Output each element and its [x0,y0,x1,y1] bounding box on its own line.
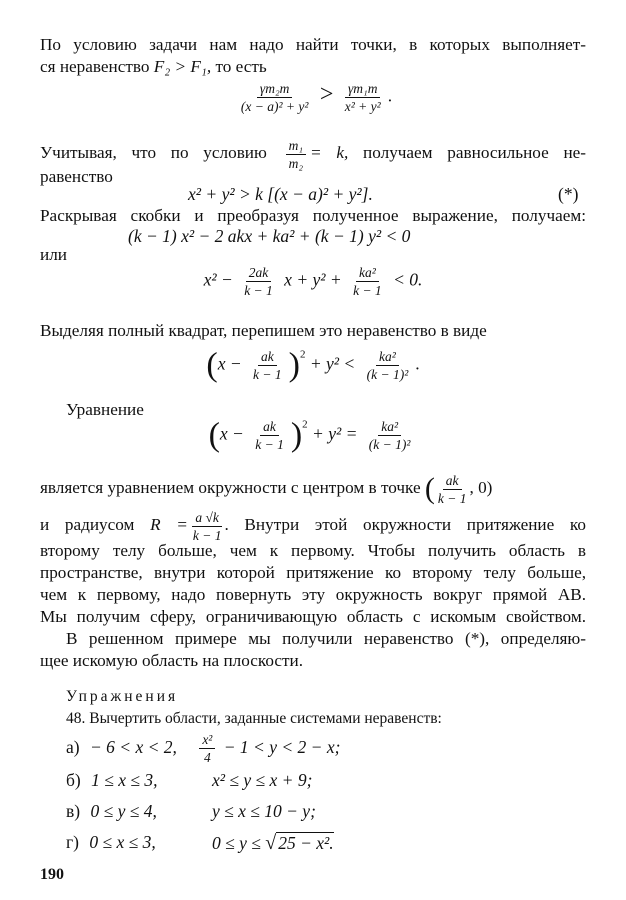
formula-expanded: (k − 1) x² − 2 akx + ka² + (k − 1) y² < 0 [128,226,411,246]
denominator: (k − 1)² [366,367,409,382]
denominator: x² + y² [344,99,381,114]
math: < 0. [393,269,423,290]
paragraph-line [40,468,586,508]
text: ся неравенство [40,57,150,76]
paren-open: ( [206,346,218,384]
paragraph-line: Раскрывая скобки и преобразуя полученное выражение, получаем: [40,206,586,225]
fraction [252,418,287,453]
text: , 0) [469,478,493,497]
denominator: k − 1 [437,490,467,506]
fraction [342,80,384,115]
equation-mark: (*) [558,184,579,204]
numerator: ak [260,418,279,436]
exponent: 2 [299,348,306,361]
formula-inequality [0,80,626,115]
item-label: б) [66,770,81,790]
text: и радиусом [40,515,135,534]
formula-inequality [0,348,626,383]
paragraph-line [40,56,586,78]
text: . Внутри этой окружности притяжение ко [224,515,586,534]
paragraph-line: Уравнение [66,400,144,419]
fraction [238,80,312,115]
numerator: x² [199,731,215,749]
denominator: (k − 1)² [368,437,411,452]
exercise-title: 48. Вычертить области, заданные системами неравенств: [66,710,442,727]
math: 0 ≤ x ≤ 3, [89,832,156,852]
exercise-item [66,801,316,822]
operator: > [319,81,334,108]
denominator: k − 1 [244,283,273,298]
paragraph-line: пространстве, внутри которой притяжение ко второму телу больше, [40,563,586,582]
math: x + y² + [284,269,342,290]
numerator: ka² [378,418,401,436]
denominator: k − 1 [255,437,284,452]
exponent: 2 [302,418,308,431]
numerator: m₁ [286,137,306,155]
formula-inequality [0,264,626,299]
exercise-item [66,832,334,854]
text: Учитывая, что по условию [40,143,267,162]
formula-equation [0,418,626,453]
fraction [350,264,385,299]
paragraph-line: В решенном примере мы получили неравенство (*), определяю- [66,629,586,648]
denominator: k − 1 [353,283,382,298]
math: x − [219,423,244,444]
text: то есть [215,57,267,76]
fraction [190,509,225,544]
paragraph-line: Мы получим сферу, ограничивающую область с искомым свойством. [40,607,586,626]
numerator: ak [258,348,277,366]
math-inline: = k, [310,143,349,162]
denominator: k − 1 [192,527,222,543]
paragraph-line: или [40,245,67,264]
math: − 6 < x < 2, [89,737,177,757]
paren-close: ) [288,346,300,384]
period: . [415,353,420,374]
item-label: г) [66,832,80,852]
fraction [250,348,285,383]
math: − 1 < y < 2 − x; [223,737,341,757]
section-heading: Упражнения [66,688,179,705]
fraction [241,264,276,299]
denominator: m₂ [288,155,304,171]
radicand: 25 − x². [278,833,334,853]
fraction [199,731,215,766]
denominator: (x − a)² + y² [240,99,309,114]
paren-open: ( [208,416,220,454]
math: y ≤ x ≤ 10 − y; [212,801,316,821]
math: x² − [203,269,233,290]
math-group [212,832,334,855]
paragraph-line: второму телу больше, чем к первому. Чтобы получить область в [40,541,586,560]
paragraph-line [40,508,586,544]
math: 0 ≤ y ≤ 4, [90,801,157,821]
paragraph-line: Выделяя полный квадрат, перепишем это неравенство в виде [40,321,487,340]
fraction [364,348,412,383]
radical-sign: √ [265,832,277,854]
page-number: 190 [40,866,64,883]
period: . [387,85,393,106]
item-label: в) [66,801,81,821]
text: является уравнением окружности с центром в точке [40,478,421,497]
math: + y² = [312,423,358,444]
paren-open: ( [424,472,435,506]
numerator: γm₂m [257,80,293,98]
exercise-item [66,770,313,791]
math: x − [217,353,242,374]
math: + y² < [309,353,356,374]
paragraph-line: чем к первому, надо повернуть эту окружность вокруг прямой AB. [40,585,586,604]
exercise-item [66,727,340,767]
numerator: γm₁m [345,80,381,98]
paragraph-line: щее искомую область на плоскости. [40,651,304,670]
formula-star: x² + y² > k [(x − a)² + y²]. [188,184,373,204]
numerator: a √k [192,509,222,527]
paragraph-line: равенство [40,167,113,186]
denominator: k − 1 [253,367,282,382]
math-inline: R = [150,515,188,534]
math: 0 ≤ y ≤ [212,833,261,853]
text: получаем равносильное не- [363,143,587,162]
item-label: а) [66,737,80,757]
math: 1 ≤ x ≤ 3, [91,770,158,790]
math: x² ≤ y ≤ x + 9; [212,770,313,790]
fraction [366,418,414,453]
numerator: ak [443,472,462,490]
fraction [435,472,470,507]
paragraph-line: По условию задачи нам надо найти точки, в которых выполняет- [40,35,586,54]
math-inline: F₂ > F₁, [153,57,212,76]
numerator: ka² [356,264,379,282]
numerator: ka² [376,348,399,366]
denominator: 4 [203,750,211,766]
numerator: 2ak [246,264,272,282]
paren-close: ) [290,416,303,454]
